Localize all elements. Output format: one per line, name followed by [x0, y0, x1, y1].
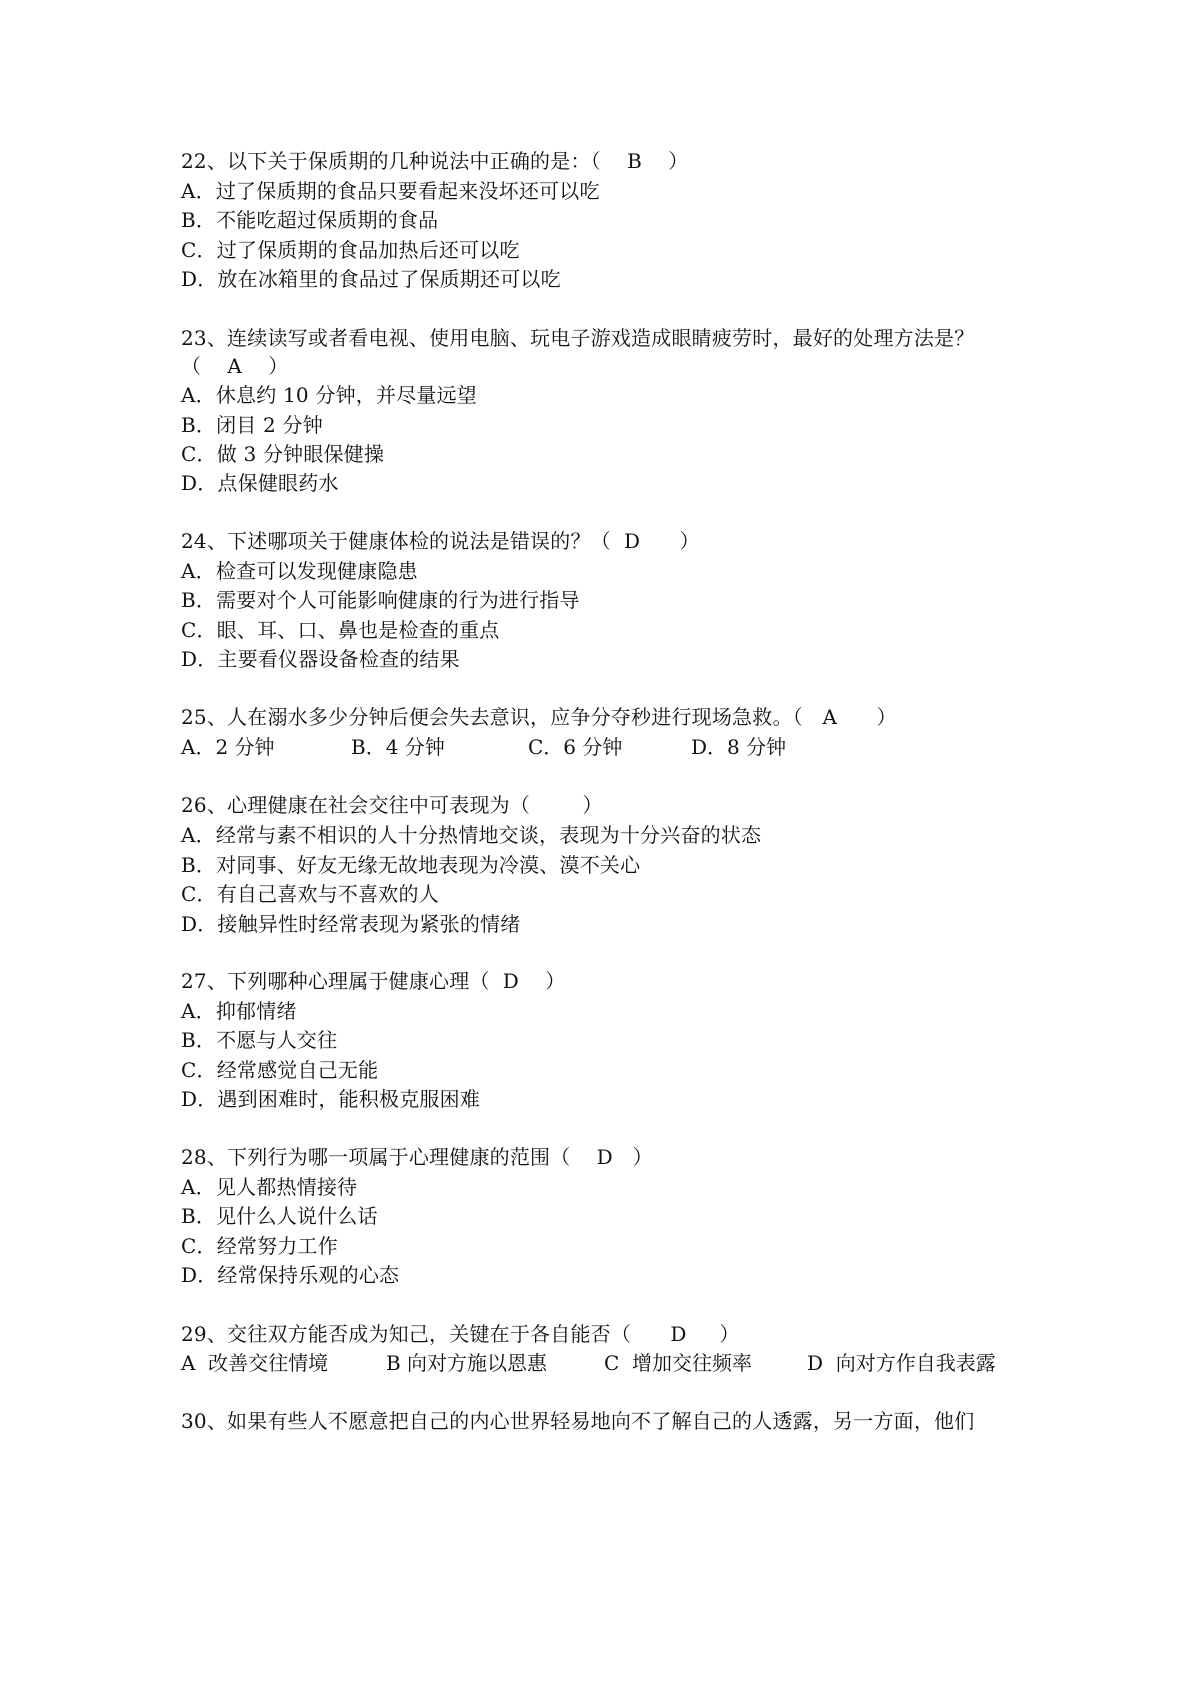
- question-22-option-d: D．放在冰箱里的食品过了保质期还可以吃: [181, 267, 561, 291]
- question-27-stem: 27、下列哪种心理属于健康心理（ D ）: [181, 969, 566, 993]
- question-23-stem: 23、连续读写或者看电视、使用电脑、玩电子游戏造成眼睛疲劳时，最好的处理方法是？: [181, 326, 975, 350]
- question-28-stem: 28、下列行为哪一项属于心理健康的范围（ D ）: [181, 1145, 653, 1169]
- question-29-option-a: A 改善交往情境: [181, 1351, 329, 1375]
- question-23-option-b: B．闭目 2 分钟: [181, 413, 323, 437]
- question-26-option-a: A．经常与素不相识的人十分热情地交谈，表现为十分兴奋的状态: [181, 823, 762, 847]
- question-27-option-d: D．遇到困难时，能积极克服困难: [181, 1087, 481, 1111]
- question-25-option-d: D．8 分钟: [691, 735, 787, 759]
- question-27-option-c: C．经常感觉自己无能: [181, 1058, 379, 1082]
- question-22-stem: 22、以下关于保质期的几种说法中正确的是：（ B ）: [181, 149, 689, 173]
- question-26-option-c: C．有自己喜欢与不喜欢的人: [181, 882, 439, 906]
- question-25-option-c: C．6 分钟: [528, 735, 623, 759]
- question-25-stem: 25、人在溺水多少分钟后便会失去意识，应争分夺秒进行现场急救。（ A ）: [181, 705, 897, 729]
- question-23-option-a: A．休息约 10 分钟，并尽量远望: [181, 383, 478, 407]
- question-23-option-d: D．点保健眼药水: [181, 471, 339, 495]
- question-28-option-b: B．见什么人说什么话: [181, 1204, 378, 1228]
- question-23-answer: （ A ）: [181, 354, 289, 378]
- question-26-option-b: B．对同事、好友无缘无故地表现为冷漠、漠不关心: [181, 853, 641, 877]
- question-23-option-c: C．做 3 分钟眼保健操: [181, 442, 385, 466]
- question-29-option-c: C 增加交往频率: [604, 1351, 753, 1375]
- question-26-option-d: D．接触异性时经常表现为紧张的情绪: [181, 912, 521, 936]
- question-28-option-c: C．经常努力工作: [181, 1234, 338, 1258]
- question-26-stem: 26、心理健康在社会交往中可表现为（ ）: [181, 793, 603, 817]
- question-22-option-a: A．过了保质期的食品只要看起来没坏还可以吃: [181, 179, 600, 203]
- question-29-options-row: [181, 1350, 1021, 1376]
- question-28-option-a: A．见人都热情接待: [181, 1175, 358, 1199]
- question-29-option-b: B 向对方施以恩惠: [386, 1351, 548, 1375]
- question-24-stem: 24、下述哪项关于健康体检的说法是错误的？（ D ）: [181, 529, 700, 553]
- question-25-options-row: [181, 734, 1021, 760]
- question-24-option-c: C．眼、耳、口、鼻也是检查的重点: [181, 618, 500, 642]
- question-27-option-a: A．抑郁情绪: [181, 999, 297, 1023]
- question-30-stem: 30、如果有些人不愿意把自己的内心世界轻易地向不了解自己的人透露，另一方面，他们: [181, 1409, 975, 1433]
- question-25-option-b: B．4 分钟: [351, 735, 445, 759]
- question-29-stem: 29、交往双方能否成为知己，关键在于各自能否（ D ）: [181, 1322, 740, 1346]
- question-24-option-a: A．检查可以发现健康隐患: [181, 559, 418, 583]
- question-27-option-b: B．不愿与人交往: [181, 1028, 338, 1052]
- question-25-option-a: A．2 分钟: [181, 735, 275, 759]
- question-24-option-d: D．主要看仪器设备检查的结果: [181, 647, 460, 671]
- question-22-option-c: C．过了保质期的食品加热后还可以吃: [181, 238, 520, 262]
- question-28-option-d: D．经常保持乐观的心态: [181, 1263, 400, 1287]
- question-29-option-d: D 向对方作自我表露: [807, 1351, 996, 1375]
- question-22-option-b: B．不能吃超过保质期的食品: [181, 208, 439, 232]
- question-24-option-b: B．需要对个人可能影响健康的行为进行指导: [181, 588, 580, 612]
